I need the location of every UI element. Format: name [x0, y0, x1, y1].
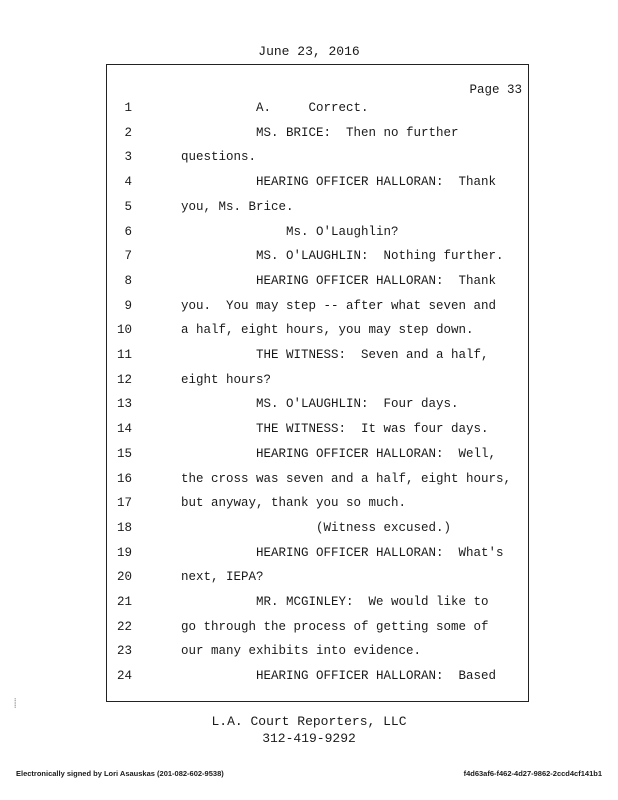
line-text: Ms. O'Laughlin?: [286, 224, 399, 239]
line-number: 2: [124, 125, 132, 140]
transcript-line: [0, 249, 618, 269]
line-number: 5: [124, 199, 132, 214]
line-text: questions.: [181, 150, 257, 165]
line-number: 20: [116, 570, 132, 585]
line-text: but anyway, thank you so much.: [181, 496, 407, 511]
transcript-line: [0, 447, 618, 467]
transcript-line: [0, 348, 618, 368]
transcript-line: [0, 472, 618, 492]
line-number: 4: [124, 175, 132, 190]
transcript-line: [0, 546, 618, 566]
document-hash: f4d63af6-f462-4d27-9862-2ccd4cf141b1: [463, 769, 602, 778]
line-number: 18: [116, 520, 132, 535]
transcript-line: [0, 521, 618, 541]
transcript-line: [0, 397, 618, 417]
line-text: HEARING OFFICER HALLORAN: Thank: [256, 273, 497, 288]
line-number: 14: [116, 422, 132, 437]
line-number: 7: [124, 249, 132, 264]
line-text: MR. MCGINLEY: We would like to: [256, 595, 489, 609]
line-number: 16: [116, 471, 132, 486]
line-number: 8: [124, 273, 132, 288]
line-number: 9: [124, 298, 132, 313]
transcript-line: [0, 200, 618, 220]
transcript-line: [0, 323, 618, 343]
transcript-line: [0, 620, 618, 640]
line-number: 17: [116, 496, 132, 511]
page-number: Page 33: [469, 83, 522, 97]
line-text: you. You may step -- after what seven and: [181, 298, 497, 313]
transcript-line: [0, 175, 618, 195]
line-number: 22: [116, 619, 132, 634]
margin-mark: ⸽: [14, 698, 17, 708]
transcript-line: [0, 644, 618, 664]
line-text: MS. BRICE: Then no further: [256, 125, 459, 140]
line-number: 10: [116, 323, 132, 338]
line-text: HEARING OFFICER HALLORAN: Thank: [256, 175, 497, 190]
line-number: 21: [116, 595, 132, 609]
electronic-signature-note: Electronically signed by Lori Asauskas (201-082-602-9538): [16, 769, 224, 778]
line-text: eight hours?: [181, 372, 272, 387]
line-number: 3: [124, 150, 132, 165]
line-text: our many exhibits into evidence.: [181, 644, 422, 659]
line-number: 11: [116, 348, 132, 362]
line-text: HEARING OFFICER HALLORAN: Well,: [256, 446, 497, 461]
line-text: you, Ms. Brice.: [181, 199, 294, 214]
transcript-line: [0, 373, 618, 393]
transcript-line: [0, 422, 618, 442]
line-text: (Witness excused.): [316, 520, 452, 535]
transcript-line: [0, 101, 618, 121]
line-number: 23: [116, 644, 132, 659]
transcript-line: [0, 274, 618, 294]
transcript-line: [0, 669, 618, 689]
line-text: next, IEPA?: [181, 570, 264, 585]
transcript-line: [0, 126, 618, 146]
line-text: the cross was seven and a half, eight hours,: [181, 471, 512, 486]
line-number: 19: [116, 545, 132, 560]
line-number: 1: [124, 101, 132, 115]
line-number: 24: [116, 669, 132, 684]
transcript-line: [0, 299, 618, 319]
line-text: a half, eight hours, you may step down.: [181, 323, 474, 338]
line-number: 12: [116, 372, 132, 387]
line-text: HEARING OFFICER HALLORAN: Based: [256, 669, 497, 684]
court-reporter-phone: 312-419-9292: [262, 731, 356, 746]
transcript-date: June 23, 2016: [258, 44, 360, 59]
court-reporter-name: L.A. Court Reporters, LLC: [211, 714, 407, 729]
line-number: 6: [124, 224, 132, 239]
transcript-line: [0, 570, 618, 590]
line-text: go through the process of getting some of: [181, 619, 489, 634]
line-text: A. Correct.: [256, 101, 369, 115]
transcript-line: [0, 150, 618, 170]
line-text: MS. O'LAUGHLIN: Nothing further.: [256, 249, 504, 264]
line-text: THE WITNESS: It was four days.: [256, 422, 489, 437]
transcript-line: [0, 225, 618, 245]
line-number: 15: [116, 446, 132, 461]
transcript-line: [0, 496, 618, 516]
line-text: MS. O'LAUGHLIN: Four days.: [256, 397, 459, 412]
line-number: 13: [116, 397, 132, 412]
transcript-line: [0, 595, 618, 615]
line-text: THE WITNESS: Seven and a half,: [256, 348, 489, 362]
line-text: HEARING OFFICER HALLORAN: What's: [256, 545, 504, 560]
